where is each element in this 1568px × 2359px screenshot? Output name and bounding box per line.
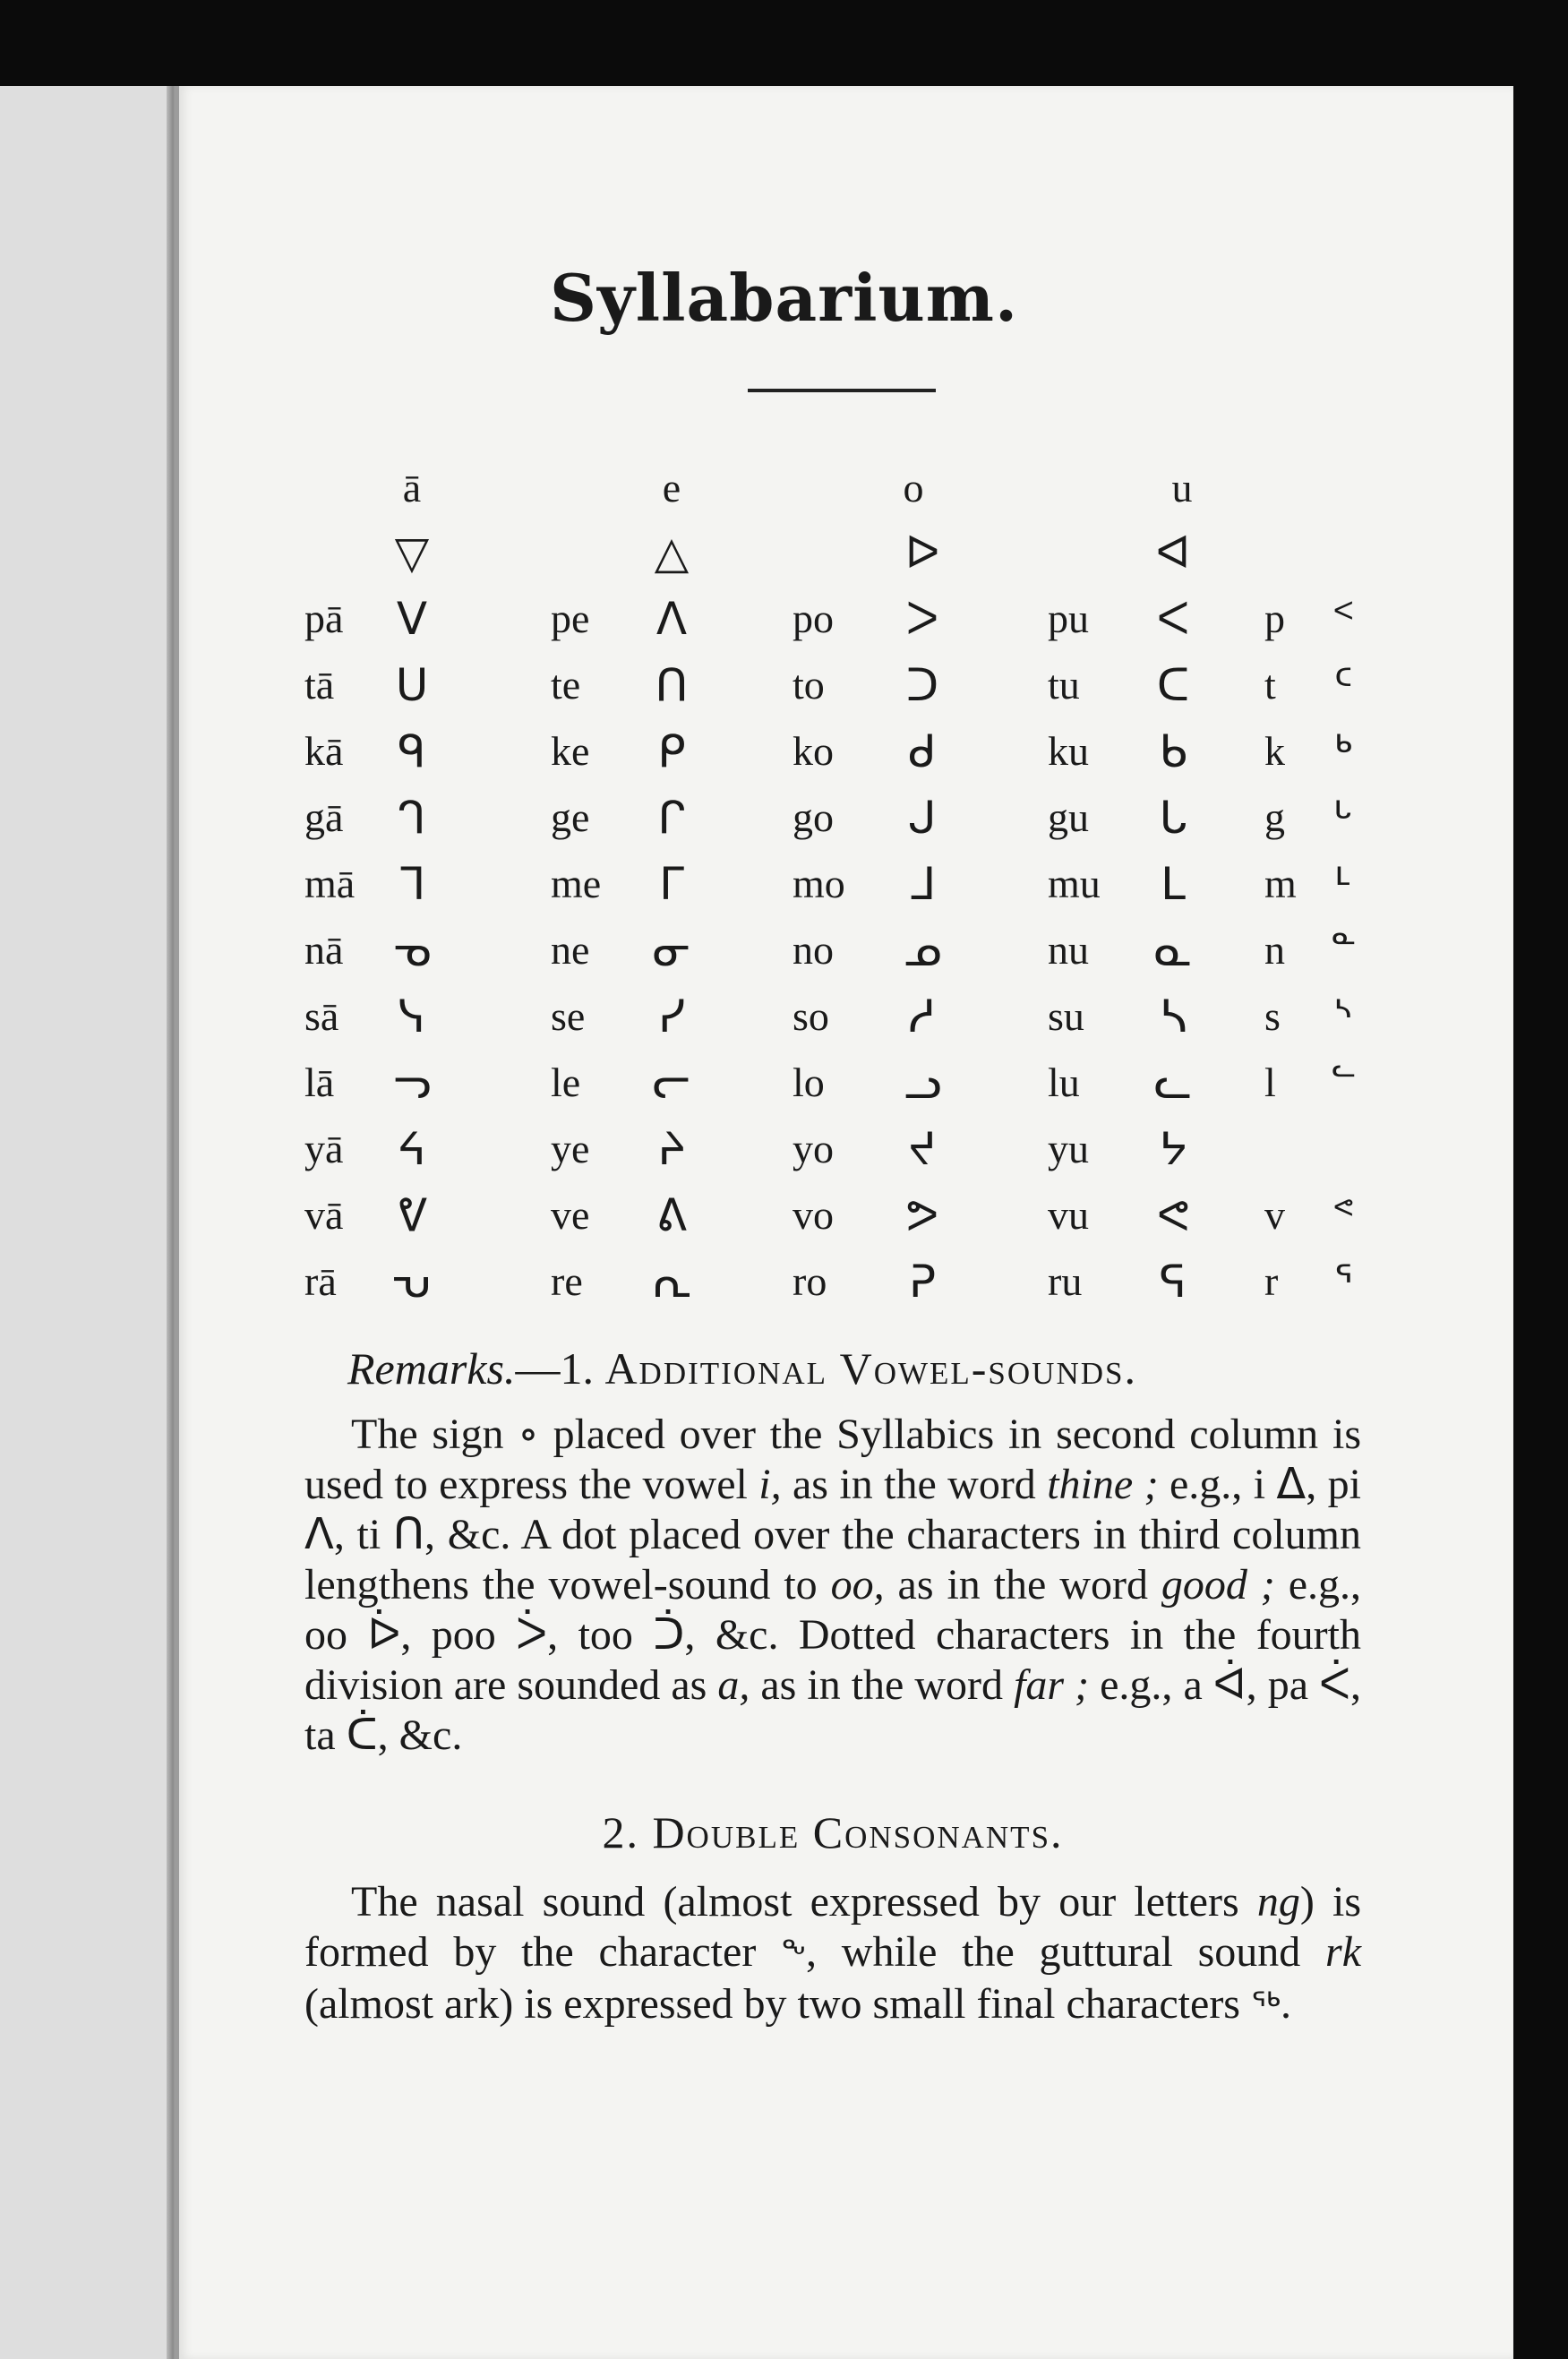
syllable-glyph: ᒐ — [1159, 792, 1187, 844]
syllable-glyph: ᓯ — [657, 991, 686, 1042]
syllable-glyph: ᒪ — [1161, 858, 1186, 910]
syllable-glyph: ᑲ — [1159, 725, 1187, 777]
heading-double-consonants: 2. Double Consonants. — [602, 1807, 1064, 1857]
syllable-label: su — [1048, 993, 1084, 1039]
sign-glyph: ∘ — [518, 1411, 539, 1458]
remarks-lead: Remarks. — [347, 1343, 516, 1394]
syllable-label: tā — [304, 662, 335, 708]
syllable-glyph: ᒧ — [908, 858, 937, 910]
remarks-number: —1. — [515, 1343, 594, 1394]
syllable-glyph: ᓇ — [1153, 924, 1193, 976]
vowel-label: ā — [402, 465, 422, 510]
syllable-label: tu — [1048, 662, 1080, 708]
text: e.g., oo ᐆ, poo ᐴ, too ᑑ, &c. Dotted characters in the fourth division are sounded as — [304, 1561, 1362, 1709]
syllable-label: pā — [304, 596, 344, 641]
final-glyph: ᒻ — [1334, 858, 1352, 910]
final-glyph: ᔅ — [1333, 991, 1353, 1042]
syllable-label: ro — [793, 1258, 827, 1304]
syllable-label: ko — [793, 728, 834, 774]
remarks-heading-1 — [347, 1343, 1361, 1394]
syllable-row — [0, 1118, 1568, 1180]
vowel-label: e — [662, 465, 681, 510]
text: The nasal sound (almost expressed by our letters — [351, 1878, 1257, 1926]
syllable-glyph: ᑯ — [908, 725, 937, 777]
final-label: v — [1264, 1192, 1285, 1238]
vowel-symbol: △ — [654, 527, 690, 579]
syllable-glyph: ᓗ — [903, 1057, 942, 1109]
syllable-label: mo — [793, 861, 845, 906]
syllable-glyph: ᑭ — [657, 725, 686, 777]
final-label: p — [1264, 596, 1285, 641]
final-glyph: ᓪ — [1329, 1057, 1357, 1109]
syllable-label: vo — [793, 1192, 834, 1238]
syllable-label: vu — [1048, 1192, 1089, 1238]
syllable-glyph: ᔦ — [398, 1123, 426, 1175]
syllable-label: po — [793, 596, 834, 641]
syllable-glyph: ᑕ — [1156, 659, 1190, 711]
syllable-label: to — [793, 662, 825, 708]
final-label: s — [1264, 993, 1281, 1039]
final-glyph: ᓐ — [1329, 924, 1357, 976]
syllable-glyph: ᓚ — [1153, 1057, 1193, 1109]
vowel-sounds-paragraph — [304, 1410, 1361, 1761]
syllable-glyph: ᕃ — [391, 1256, 433, 1308]
syllable-glyph: ᔪ — [908, 1123, 937, 1175]
syllable-glyph: ᓓ — [392, 1057, 432, 1109]
syllable-row — [0, 786, 1568, 849]
syllable-glyph: ᐯ — [396, 593, 428, 645]
syllable-glyph: ᒣ — [398, 858, 426, 910]
syllable-label: ke — [551, 728, 590, 774]
syllable-label: mā — [304, 861, 356, 906]
syllable-row — [0, 1051, 1568, 1114]
syllable-label: ru — [1048, 1258, 1083, 1304]
syllable-label: lo — [793, 1059, 825, 1105]
syllable-label: sā — [304, 993, 339, 1039]
text: e.g., i ᐃ, pi ᐱ, ti ᑎ, &c. A dot placed over the characters in third column lengthens the vowel-sound to — [304, 1461, 1362, 1608]
vowel-label-row — [0, 457, 1568, 519]
text: , while the guttural sound — [806, 1928, 1326, 1976]
italic-text: good ; — [1161, 1561, 1275, 1608]
syllable-label: ye — [551, 1126, 590, 1171]
nasal-glyph: ᖕ — [781, 1934, 807, 1975]
vowel-symbol: ᐅ — [904, 527, 940, 579]
italic-text: ng — [1256, 1878, 1300, 1926]
final-label: l — [1264, 1059, 1276, 1105]
syllable-glyph: ᔭ — [1159, 1123, 1187, 1175]
syllable-label: se — [551, 993, 586, 1039]
text: (almost ark) is expressed by two small final characters — [304, 1980, 1251, 2028]
syllable-glyph: ᓱ — [908, 991, 937, 1042]
vowel-symbol: ▽ — [394, 527, 430, 579]
syllable-label: so — [793, 993, 829, 1039]
syllable-label: me — [551, 861, 602, 906]
syllable-glyph: ᑫ — [398, 725, 426, 777]
final-label: k — [1264, 728, 1285, 774]
syllable-row — [0, 588, 1568, 650]
syllable-label: le — [551, 1059, 581, 1105]
syllable-label: pe — [551, 596, 590, 641]
final-label: t — [1264, 662, 1276, 708]
syllable-glyph: ᑐ — [905, 659, 939, 711]
page-title: Syllabarium. — [549, 260, 1019, 336]
syllable-glyph: ᕓ — [396, 1189, 428, 1241]
final-glyph: ᑦ — [1333, 659, 1353, 711]
italic-text: i, — [758, 1461, 782, 1508]
syllable-glyph: ᕈ — [908, 1256, 937, 1308]
syllable-glyph: ᒥ — [659, 858, 684, 910]
syllable-label: gā — [304, 794, 344, 840]
double-consonants-paragraph — [304, 1877, 1361, 2031]
final-glyph: ᒃ — [1333, 725, 1353, 777]
title-rule — [748, 389, 936, 392]
remarks-section — [304, 1343, 1361, 2031]
syllable-label: yā — [304, 1126, 344, 1171]
syllable-glyph: ᐳ — [905, 593, 939, 645]
syllable-row — [0, 654, 1568, 716]
syllable-glyph: ᓄ — [903, 924, 942, 976]
syllable-label: lu — [1048, 1059, 1080, 1105]
syllable-label: yu — [1048, 1126, 1089, 1171]
syllable-label: nu — [1048, 927, 1089, 973]
heading-additional-vowels: Additional Vowel-sounds. — [604, 1343, 1137, 1394]
syllable-row — [0, 1184, 1568, 1247]
syllable-glyph: ᕙ — [1156, 1189, 1190, 1241]
vowel-label: o — [903, 465, 924, 510]
syllable-glyph: ᕕ — [655, 1189, 688, 1241]
vowel-label: u — [1171, 465, 1193, 510]
syllable-row — [0, 720, 1568, 783]
syllable-row — [0, 1250, 1568, 1313]
italic-text: a, — [717, 1661, 750, 1709]
syllable-label: rā — [304, 1258, 337, 1304]
final-glyph: ᕐ — [1333, 1256, 1353, 1308]
syllable-glyph: ᒍ — [908, 792, 937, 844]
text: . — [1281, 1980, 1291, 2028]
syllable-row — [0, 985, 1568, 1048]
italic-text: far ; — [1014, 1661, 1090, 1709]
syllable-glyph: ᑌ — [395, 659, 429, 711]
final-label: r — [1264, 1258, 1279, 1304]
final-glyph: ᑉ — [1332, 593, 1355, 645]
syllable-glyph: ᕋ — [1159, 1256, 1187, 1308]
text: e.g., a ᐋ, pa ᐹ, ta ᑖ, &c. — [304, 1661, 1362, 1759]
syllable-glyph: ᓀ — [392, 924, 432, 976]
syllable-glyph: ᑎ — [655, 659, 689, 711]
syllable-glyph: ᓂ — [652, 924, 691, 976]
syllable-label: no — [793, 927, 834, 973]
syllable-glyph: ᓕ — [652, 1057, 691, 1109]
syllable-glyph: ᒉ — [398, 792, 426, 844]
syllable-label: ge — [551, 794, 590, 840]
syllable-label: yo — [793, 1126, 834, 1171]
guttural-glyph: ᖅ — [1250, 1986, 1281, 2027]
vowel-symbol-row — [0, 521, 1568, 584]
syllable-label: pu — [1048, 596, 1089, 641]
syllable-label: ve — [551, 1192, 590, 1238]
syllable-glyph: ᒋ — [657, 792, 686, 844]
italic-text: thine ; — [1047, 1461, 1159, 1508]
text: ) is formed by the character — [304, 1878, 1362, 1976]
syllable-glyph: ᓭ — [398, 991, 426, 1042]
text: placed over the Syllabics in second column is used to express the vowel — [304, 1411, 1361, 1508]
final-label: g — [1264, 794, 1285, 840]
vowel-symbol: ᐊ — [1155, 527, 1191, 579]
syllable-glyph: ᕆ — [651, 1256, 692, 1308]
text: as in the word — [781, 1461, 1048, 1508]
final-label: m — [1264, 861, 1297, 906]
syllable-glyph: ᔨ — [657, 1123, 686, 1175]
syllable-row — [0, 853, 1568, 915]
italic-text: oo, — [830, 1561, 885, 1608]
text: as in the word — [750, 1661, 1015, 1709]
syllable-label: gu — [1048, 794, 1089, 840]
syllable-glyph: ᕗ — [905, 1189, 939, 1241]
final-glyph: ᕝ — [1332, 1189, 1355, 1241]
final-glyph: ᒡ — [1333, 792, 1353, 844]
syllable-label: lā — [304, 1059, 335, 1105]
final-label: n — [1264, 927, 1285, 973]
syllable-label: nā — [304, 927, 344, 973]
syllable-glyph: ᐱ — [655, 593, 688, 645]
italic-text: rk — [1325, 1928, 1361, 1976]
syllable-label: ku — [1048, 728, 1089, 774]
syllable-label: re — [551, 1258, 583, 1304]
syllable-label: go — [793, 794, 834, 840]
text: as in the word — [884, 1561, 1161, 1608]
syllable-label: ne — [551, 927, 590, 973]
syllable-glyph: ᐸ — [1156, 593, 1190, 645]
syllable-label: te — [551, 662, 581, 708]
syllable-row — [0, 919, 1568, 982]
syllable-glyph: ᓴ — [1159, 991, 1187, 1042]
syllable-label: vā — [304, 1192, 344, 1238]
syllable-label: mu — [1048, 861, 1101, 906]
text: The sign — [351, 1411, 518, 1458]
syllable-label: kā — [304, 728, 344, 774]
